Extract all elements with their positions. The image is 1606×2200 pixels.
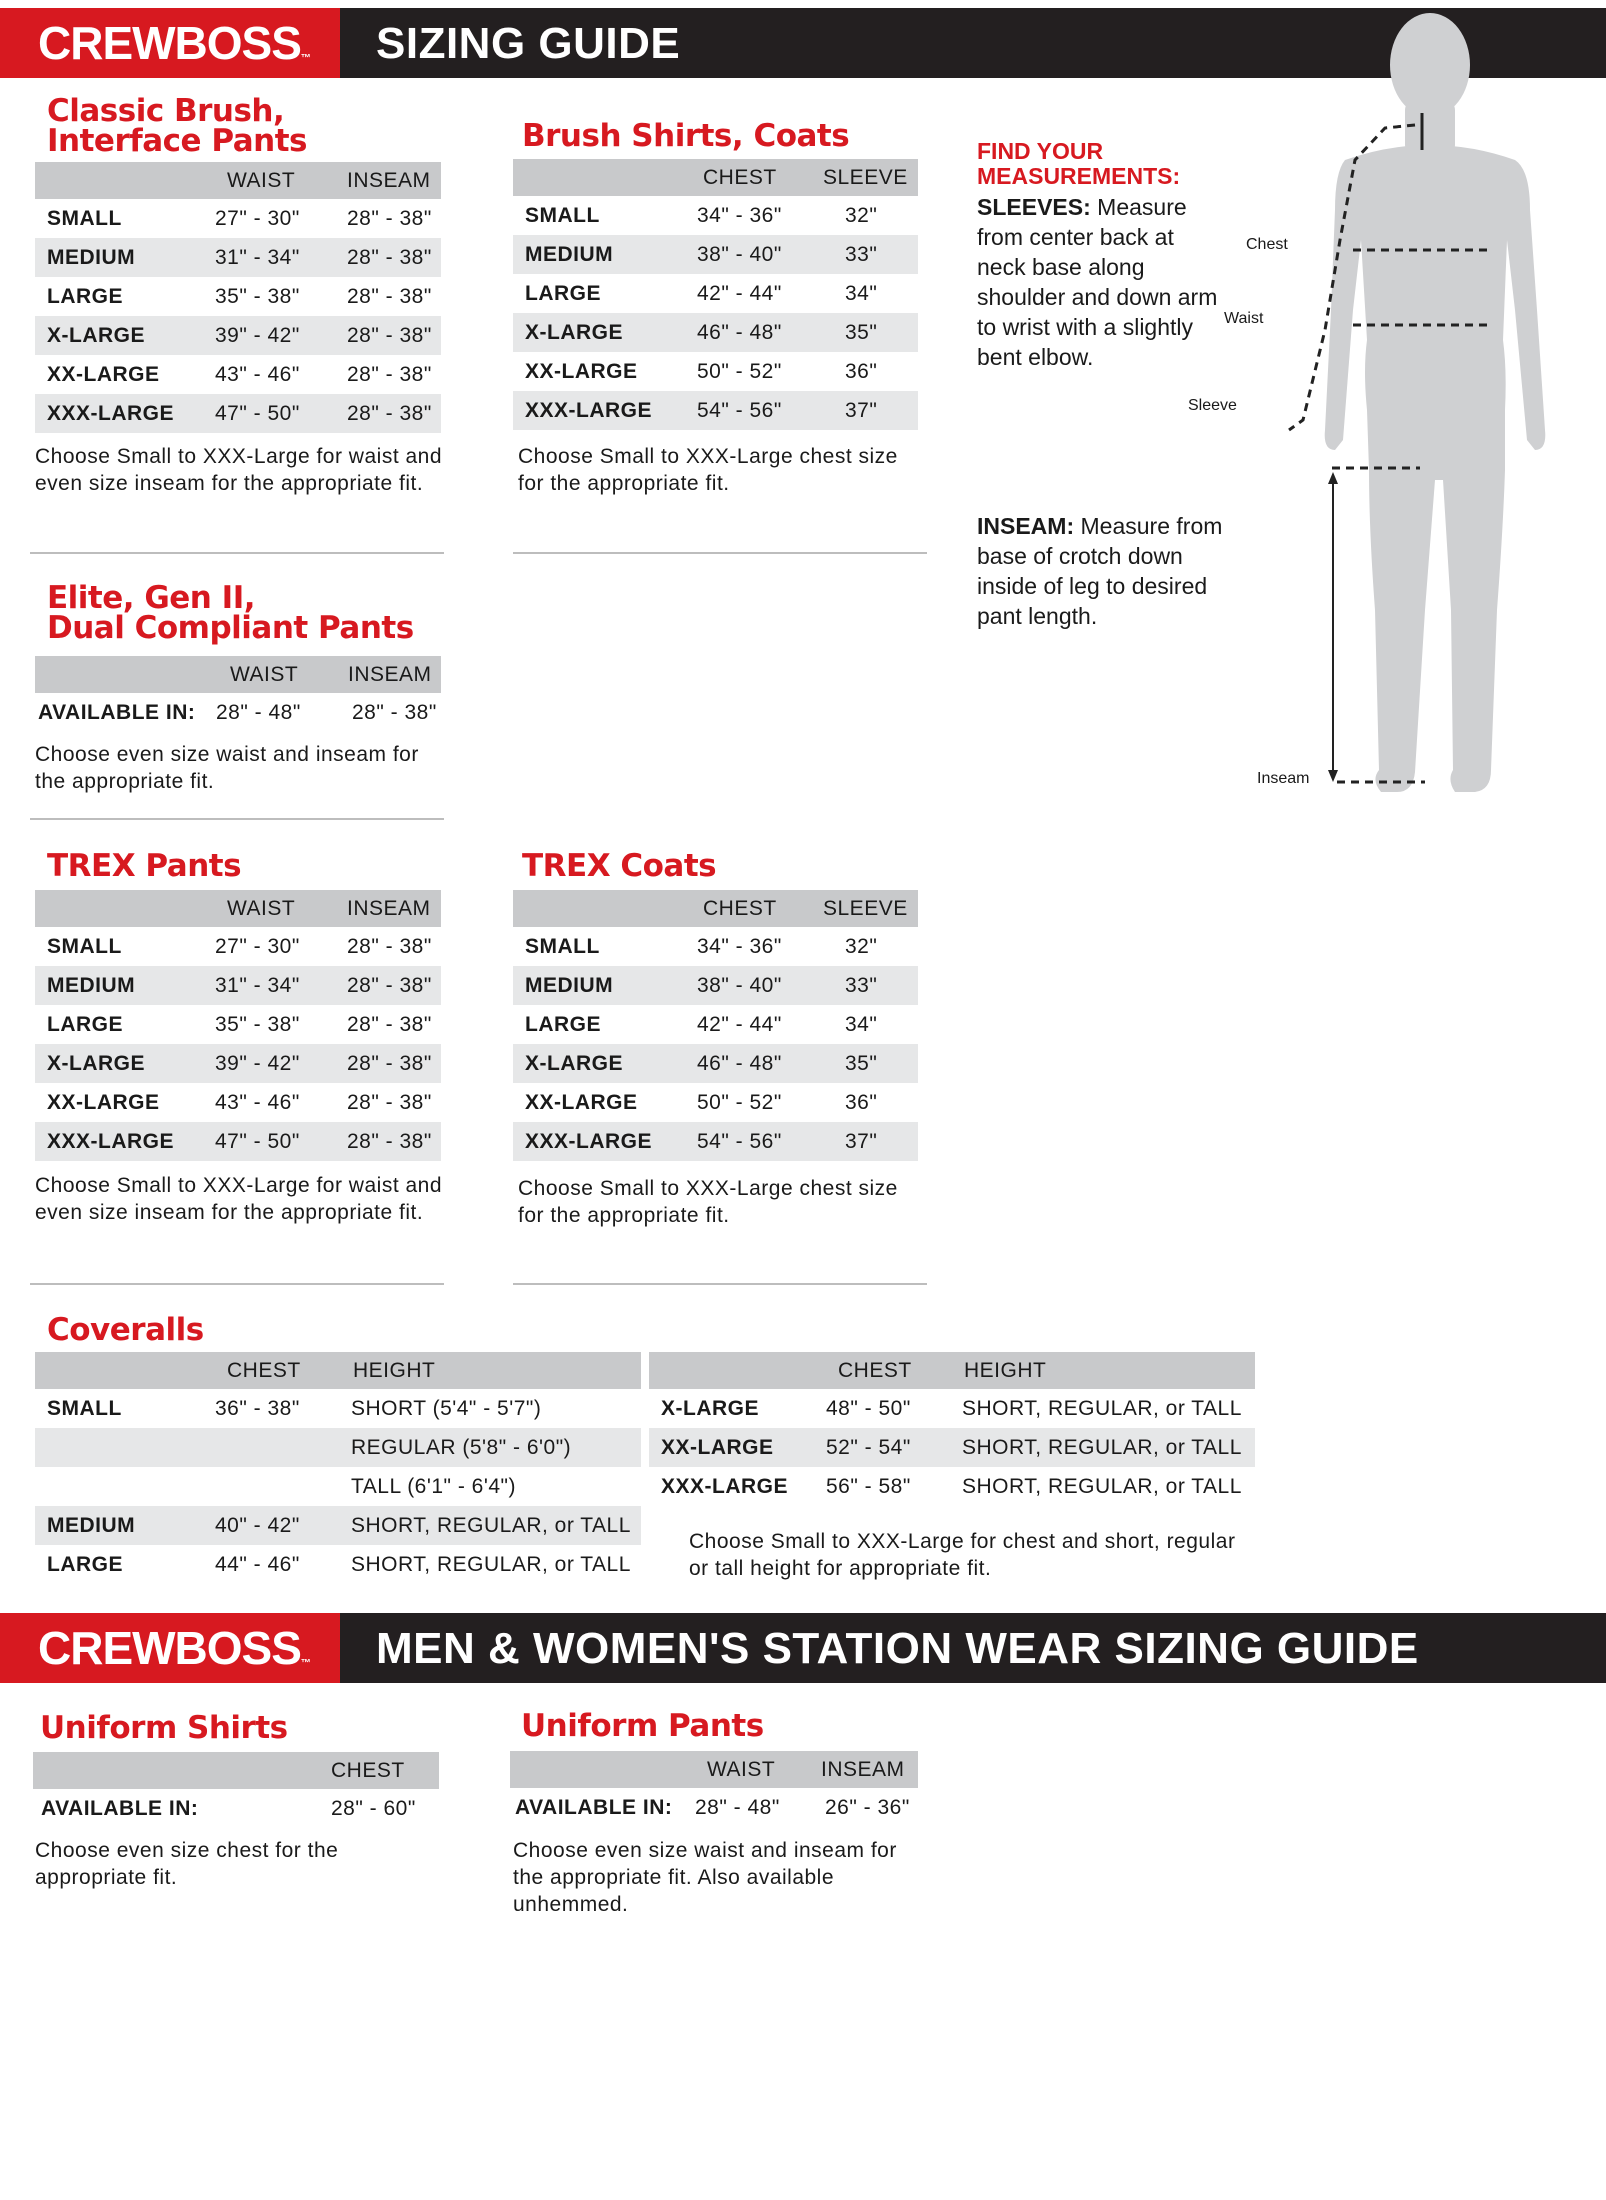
table-row: LARGE 42" - 44" 34" <box>525 281 878 305</box>
crewboss-logo: CREWBOSS™ <box>0 1613 340 1683</box>
elite-title: Elite, Gen II, Dual Compliant Pants <box>47 580 414 646</box>
trex-coats-note: Choose Small to XXX-Large chest size for the appropriate fit. <box>518 1177 898 1227</box>
bottom-banner <box>0 1613 1606 1683</box>
table-row: LARGE 35" - 38" 28" - 38" <box>47 284 432 308</box>
divider <box>513 1283 927 1285</box>
uniform-pants-note: Choose even size waist and inseam for the appropriate fit. Also available unhemmed. <box>513 1839 897 1916</box>
col-header: WAIST <box>213 162 339 199</box>
table-row: LARGE 35" - 38" 28" - 38" <box>47 1012 432 1036</box>
divider <box>30 1283 444 1285</box>
table-row: X-LARGE 48" - 50" SHORT, REGULAR, or TALL <box>661 1396 1242 1420</box>
col-header: HEIGHT <box>345 1352 641 1389</box>
table-row: XX-LARGE 52" - 54" SHORT, REGULAR, or TALL <box>649 1428 1255 1467</box>
classic-title: Classic Brush, Interface Pants <box>47 93 307 159</box>
table-row: SMALL 27" - 30" 28" - 38" <box>47 206 432 230</box>
table-row: REGULAR (5'8" - 6'0") <box>35 1428 641 1467</box>
classic-table <box>35 162 441 433</box>
col-header: CHEST <box>213 1352 345 1389</box>
col-header: INSEAM <box>339 890 441 927</box>
elite-table <box>35 656 441 732</box>
table-row: X-LARGE 46" - 48" 35" <box>513 1044 918 1083</box>
table-row: SMALL 34" - 36" 32" <box>525 203 878 227</box>
sleeve-label: Sleeve <box>1188 397 1237 414</box>
table-row: X-LARGE 46" - 48" 35" <box>513 313 918 352</box>
table-row: X-LARGE 39" - 42" 28" - 38" <box>35 1044 441 1083</box>
col-header: CHEST <box>824 1352 956 1389</box>
table-row: MEDIUM 31" - 34" 28" - 38" <box>35 966 441 1005</box>
trex-pants-note: Choose Small to XXX-Large for waist and even size inseam for the appropriate fit. <box>35 1174 443 1224</box>
chest-label: Chest <box>1246 236 1288 253</box>
classic-note: Choose Small to XXX-Large for waist and even size inseam for the appropriate fit. <box>35 445 443 495</box>
col-header: WAIST <box>695 1751 813 1788</box>
inseam-instructions: INSEAM: Measure from base of crotch down inside of leg to desired pant length. <box>977 513 1223 629</box>
brush-title: Brush Shirts, Coats <box>522 118 850 154</box>
table-row: XX-LARGE 50" - 52" 36" <box>525 1090 878 1114</box>
table-row: X-LARGE 39" - 42" 28" - 38" <box>35 316 441 355</box>
table-row: MEDIUM 40" - 42" SHORT, REGULAR, or TALL <box>35 1506 641 1545</box>
divider <box>30 552 444 554</box>
table-row: XX-LARGE 50" - 52" 36" <box>525 359 878 383</box>
waist-label: Waist <box>1224 310 1264 327</box>
trex-pants-title: TREX Pants <box>47 848 242 884</box>
table-row: TALL (6'1" - 6'4") <box>351 1474 516 1498</box>
table-row: MEDIUM 38" - 40" 33" <box>513 235 918 274</box>
uniform-shirts-title: Uniform Shirts <box>40 1710 288 1746</box>
col-header: SLEEVE <box>815 890 918 927</box>
brush-table <box>513 159 918 430</box>
col-header: CHEST <box>693 890 815 927</box>
table-row: AVAILABLE IN: 28" - 48" 26" - 36" <box>515 1795 910 1819</box>
banner-title: SIZING GUIDE <box>376 19 681 68</box>
divider <box>513 552 927 554</box>
uniform-shirts-note: Choose even size chest for the appropriate fit. <box>35 1839 339 1889</box>
col-header: CHEST <box>323 1752 439 1789</box>
uniform-pants-title: Uniform Pants <box>521 1708 764 1744</box>
inseam-label: Inseam <box>1257 770 1310 787</box>
table-row: SMALL 27" - 30" 28" - 38" <box>47 934 432 958</box>
table-row: XXX-LARGE 56" - 58" SHORT, REGULAR, or TALL <box>661 1474 1242 1498</box>
table-row: AVAILABLE IN: 28" - 48" 28" - 38" <box>38 700 437 724</box>
table-row: AVAILABLE IN: 28" - 60" <box>41 1796 416 1820</box>
table-row: LARGE 42" - 44" 34" <box>525 1012 878 1036</box>
table-row: LARGE 44" - 46" SHORT, REGULAR, or TALL <box>47 1552 631 1576</box>
col-header: CHEST <box>693 159 815 196</box>
col-header: WAIST <box>216 656 342 693</box>
coveralls-table-right <box>649 1352 1255 1506</box>
sleeves-instructions: SLEEVES: Measure from center back at neck base along shoulder and down arm to wrist with a slightly bent elbow. <box>977 194 1218 370</box>
table-row: SMALL 36" - 38" SHORT (5'4" - 5'7") <box>47 1396 542 1420</box>
body-figure-illustration <box>1185 10 1606 810</box>
brush-note: Choose Small to XXX-Large chest size for the appropriate fit. <box>518 445 898 495</box>
table-row: MEDIUM 31" - 34" 28" - 38" <box>35 238 441 277</box>
crewboss-logo: CREWBOSS™ <box>0 8 340 78</box>
table-row: XX-LARGE 43" - 46" 28" - 38" <box>47 1090 432 1114</box>
col-header: HEIGHT <box>956 1352 1255 1389</box>
table-row: XX-LARGE 43" - 46" 28" - 38" <box>47 362 432 386</box>
col-header: INSEAM <box>342 656 441 693</box>
coveralls-title: Coveralls <box>47 1312 204 1348</box>
banner-title: MEN & WOMEN'S STATION WEAR SIZING GUIDE <box>376 1624 1419 1673</box>
divider <box>30 818 444 820</box>
table-row: XXX-LARGE 47" - 50" 28" - 38" <box>35 394 441 433</box>
measurements-heading: FIND YOUR MEASUREMENTS: <box>977 138 1181 189</box>
col-header: SLEEVE <box>815 159 918 196</box>
col-header: INSEAM <box>813 1751 918 1788</box>
trex-pants-table <box>35 890 441 1161</box>
trex-coats-table <box>513 890 918 1161</box>
coveralls-table-left <box>35 1352 641 1584</box>
table-row: XXX-LARGE 54" - 56" 37" <box>513 1122 918 1161</box>
uniform-pants-table <box>510 1751 918 1827</box>
col-header: INSEAM <box>339 162 441 199</box>
table-row: XXX-LARGE 47" - 50" 28" - 38" <box>35 1122 441 1161</box>
table-row: XXX-LARGE 54" - 56" 37" <box>513 391 918 430</box>
uniform-shirts-table <box>33 1752 439 1828</box>
trex-coats-title: TREX Coats <box>522 848 717 884</box>
table-row: SMALL 34" - 36" 32" <box>525 934 878 958</box>
col-header: WAIST <box>213 890 339 927</box>
table-row: MEDIUM 38" - 40" 33" <box>513 966 918 1005</box>
coveralls-note: Choose Small to XXX-Large for chest and short, regular or tall height for appropriate fit. <box>689 1530 1236 1580</box>
elite-note: Choose even size waist and inseam for the appropriate fit. <box>35 743 419 793</box>
